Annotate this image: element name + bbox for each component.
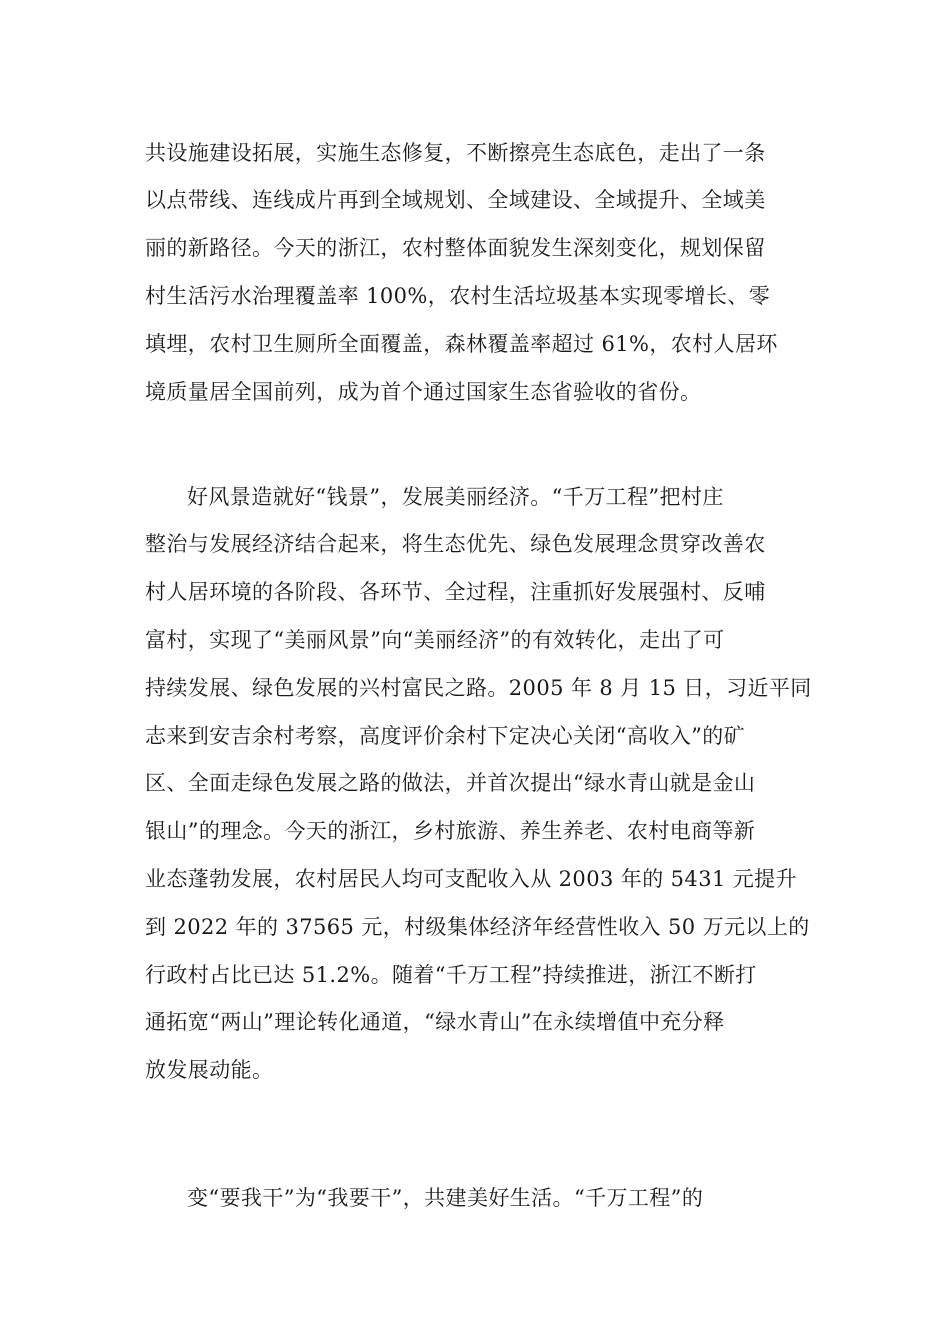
paragraph-2-line-13: 放发展动能。	[145, 1058, 274, 1082]
paragraph-2-line-9: 业态蓬勃发展，农村居民人均可支配收入从 2003 年的 5431 元提升	[145, 867, 797, 891]
paragraph-2-line-12: 通拓宽“两山”理论转化通道，“绿水青山”在永续增值中充分释	[145, 1010, 725, 1034]
paragraph-1-line-1: 共设施建设拓展，实施生态修复，不断擦亮生态底色，走出了一条	[145, 141, 766, 165]
paragraph-1-line-4: 村生活污水治理覆盖率 100%，农村生活垃圾基本实现零增长、零	[145, 284, 771, 308]
paragraph-3-line-1: 变“要我干”为“我要干”，共建美好生活。“千万工程”的	[187, 1186, 704, 1210]
paragraph-2-line-2: 整治与发展经济结合起来，将生态优先、绿色发展理念贯穿改善农	[145, 532, 766, 556]
paragraph-2-line-11: 行政村占比已达 51.2%。随着“千万工程”持续推进，浙江不断打	[145, 963, 757, 987]
paragraph-2-line-3: 村人居环境的各阶段、各环节、全过程，注重抓好发展强村、反哺	[145, 580, 766, 604]
paragraph-1-line-6: 境质量居全国前列，成为首个通过国家生态省验收的省份。	[145, 380, 702, 404]
paragraph-1-line-2: 以点带线、连线成片再到全域规划、全域建设、全域提升、全域美	[145, 188, 766, 212]
paragraph-2-line-10: 到 2022 年的 37565 元，村级集体经济年经营性收入 50 万元以上的	[145, 915, 810, 939]
paragraph-2-line-4: 富村，实现了“美丽风景”向“美丽经济”的有效转化，走出了可	[145, 628, 725, 652]
paragraph-2-line-8: 银山”的理念。今天的浙江，乡村旅游、养生养老、农村电商等新	[145, 819, 756, 843]
paragraph-2-line-1: 好风景造就好“钱景”，发展美丽经济。“千万工程”把村庄	[187, 485, 724, 509]
paragraph-2-line-5: 持续发展、绿色发展的兴村富民之路。2005 年 8 月 15 日，习近平同	[145, 676, 812, 700]
paragraph-2-line-7: 区、全面走绿色发展之路的做法，并首次提出“绿水青山就是金山	[145, 771, 756, 795]
paragraph-1-line-5: 填埋，农村卫生厕所全面覆盖，森林覆盖率超过 61%，农村人居环	[145, 332, 778, 356]
paragraph-2-line-6: 志来到安吉余村考察，高度评价余村下定决心关闭“高收入”的矿	[145, 724, 746, 748]
paragraph-1-line-3: 丽的新路径。今天的浙江，农村整体面貌发生深刻变化，规划保留	[145, 236, 766, 260]
